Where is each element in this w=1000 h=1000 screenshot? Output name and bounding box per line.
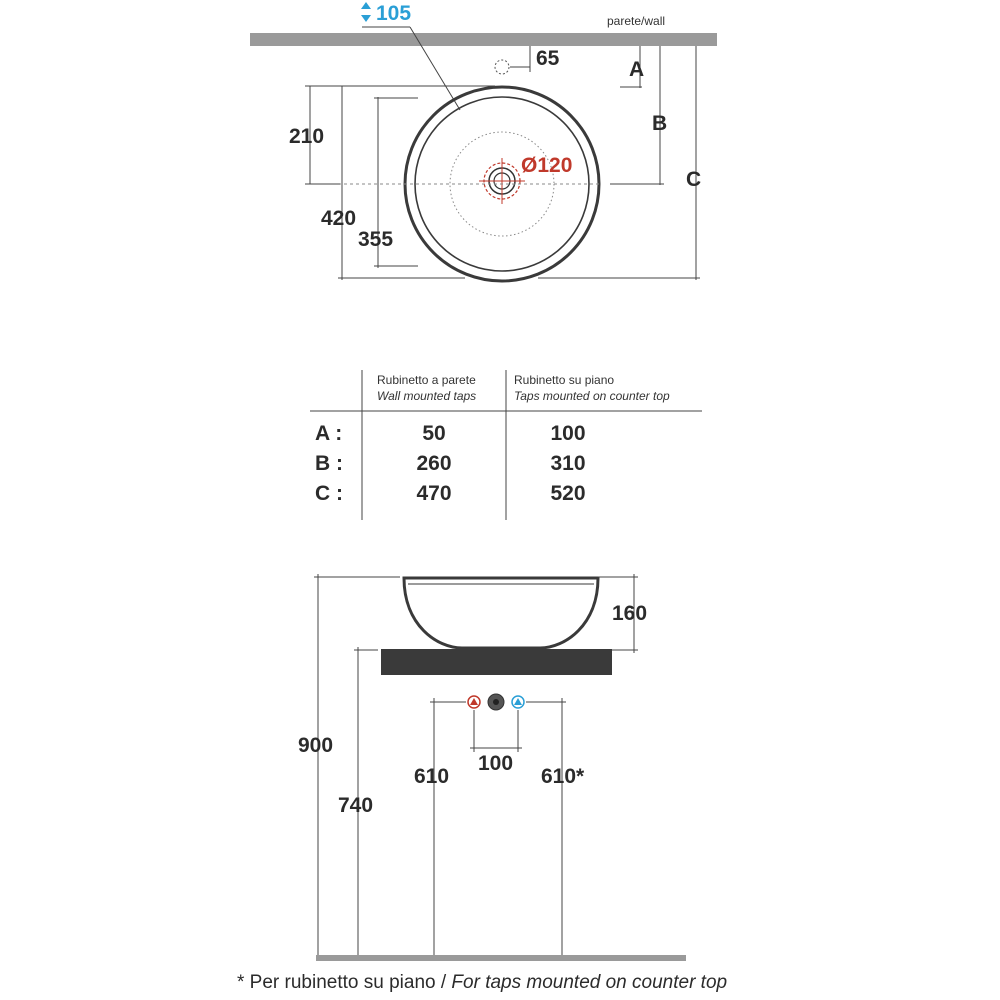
dim-65: 65: [536, 47, 560, 70]
row-label-b: B :: [315, 452, 343, 475]
col1-title: Rubinetto a parete: [377, 373, 476, 387]
dim-900: 900: [298, 734, 334, 757]
wall-bar: [250, 33, 717, 46]
dim-610-star: 610*: [541, 765, 585, 788]
label-b: B: [652, 112, 668, 135]
waste-outlet-icon: [488, 694, 504, 710]
footnote: [237, 972, 727, 993]
label-a: A: [629, 58, 645, 81]
blue-double-arrow-icon: [361, 2, 371, 22]
dim-210: 210: [289, 125, 325, 148]
row-b-counter: 310: [550, 452, 586, 475]
basin-bowl-profile: [404, 578, 598, 648]
dim-740: 740: [338, 794, 374, 817]
label-c: C: [686, 168, 702, 191]
row-label-c: C :: [315, 482, 343, 505]
col2-title: Rubinetto su piano: [514, 373, 615, 387]
row-label-a: A :: [315, 422, 343, 445]
cold-tap-icon: [512, 696, 524, 708]
hot-tap-icon: [468, 696, 480, 708]
col1-subtitle: Wall mounted taps: [377, 389, 477, 403]
dim-355: 355: [358, 228, 394, 251]
dim-105: 105: [376, 2, 412, 25]
dimension-table: [310, 370, 702, 520]
footnote-english: For taps mounted on counter top: [451, 972, 728, 993]
dim-420: 420: [321, 207, 357, 230]
dim-100: 100: [478, 752, 514, 775]
wall-label: parete/wall: [607, 14, 666, 28]
footnote-italian: * Per rubinetto su piano /: [237, 972, 452, 993]
row-a-wall: 50: [422, 422, 446, 445]
dim-610: 610: [414, 765, 450, 788]
plan-view: [250, 2, 717, 281]
col2-subtitle: Taps mounted on counter top: [514, 389, 670, 403]
row-c-counter: 520: [550, 482, 586, 505]
counter-top: [381, 649, 612, 675]
dim-diameter-120: Ø120: [521, 154, 573, 177]
floor-bar: [316, 955, 686, 961]
row-a-counter: 100: [550, 422, 586, 445]
elevation-view: [298, 574, 686, 961]
row-c-wall: 470: [416, 482, 452, 505]
tap-hole-marker: [495, 60, 509, 74]
row-b-wall: 260: [416, 452, 452, 475]
dim-160: 160: [612, 602, 648, 625]
